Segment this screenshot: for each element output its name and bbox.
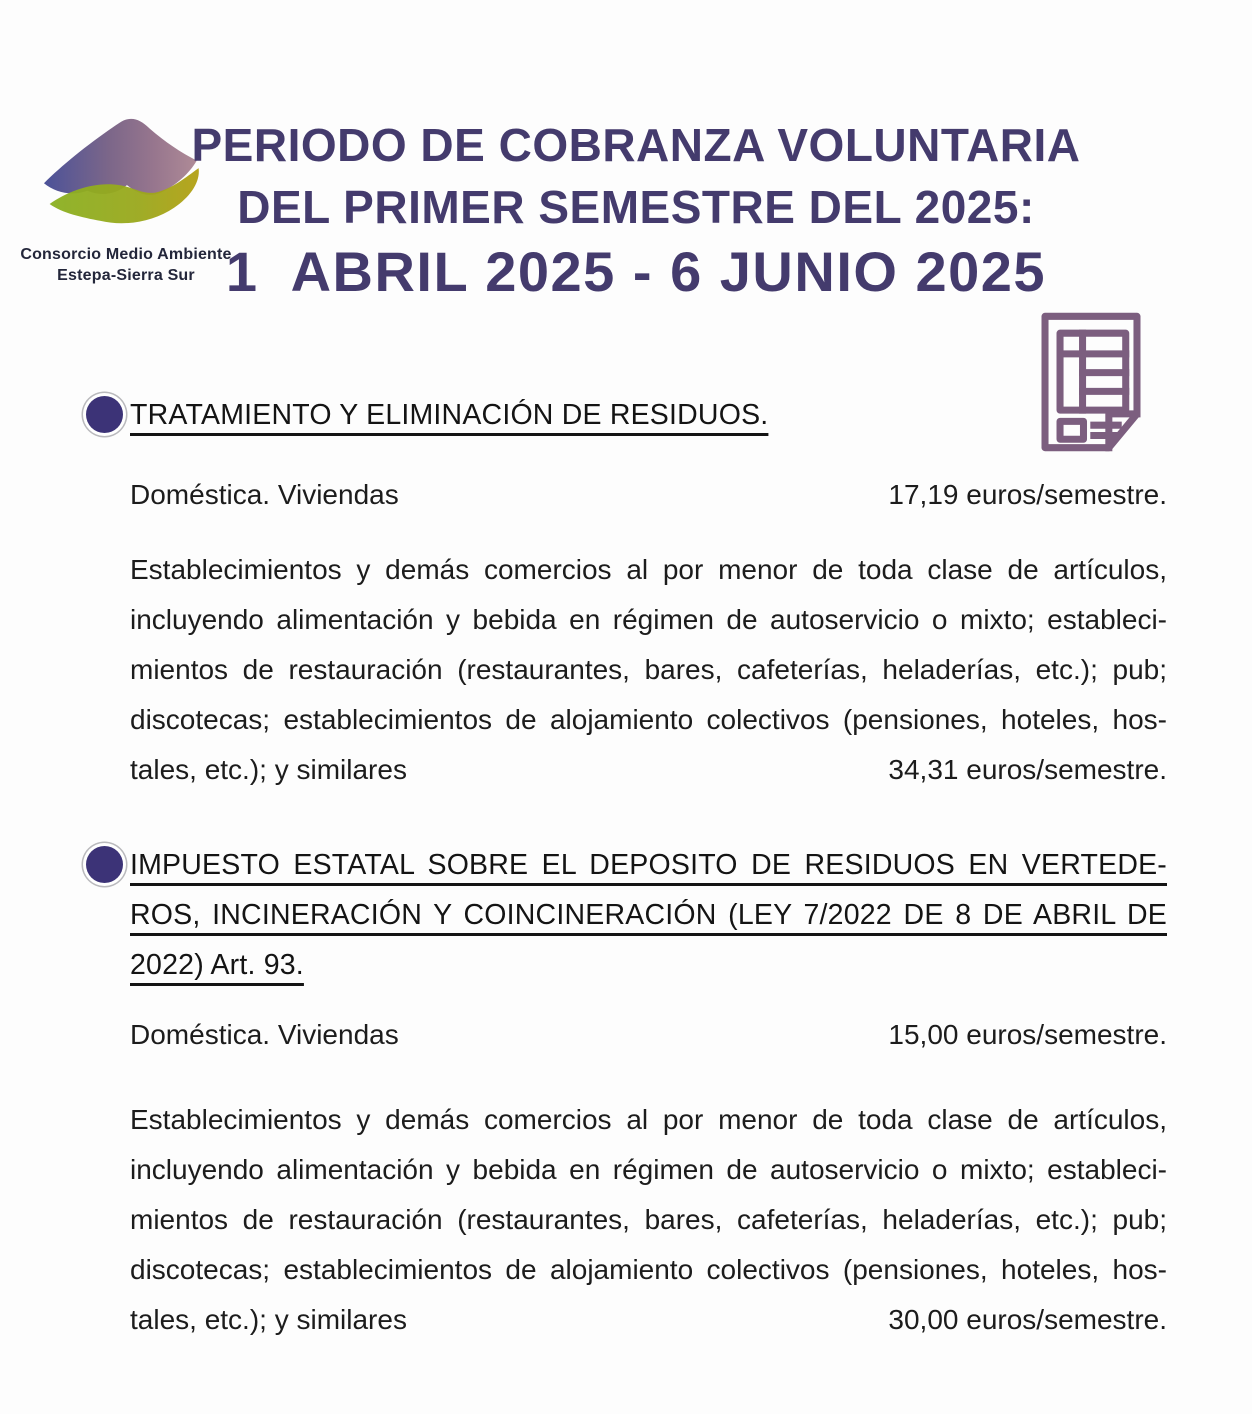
- section-bullet-icon: [86, 846, 123, 883]
- paragraph-line: Establecimientos y demás comercios al por menor de toda clase de artículos,: [130, 1104, 1167, 1135]
- paragraph-last-line: tales, etc.); y similares: [130, 1304, 407, 1335]
- page-title-line-2: DEL PRIMER SEMESTRE DEL 2025:: [237, 181, 1035, 233]
- section-tratamiento-residuos: [130, 390, 1167, 795]
- fee-value: 34,31 euros/semestre.: [888, 754, 1167, 785]
- fee-value: 15,00 euros/semestre.: [888, 1019, 1167, 1050]
- section-heading-line: 2022) Art. 93.: [130, 949, 304, 981]
- paragraph-line: mientos de restauración (restaurantes, bares, cafeterías, heladerías, etc.); pub;: [130, 1204, 1167, 1235]
- paragraph-line: Establecimientos y demás comercios al por menor de toda clase de artículos,: [130, 554, 1167, 585]
- fee-label: Doméstica. Viviendas: [130, 479, 399, 510]
- fee-row: [130, 1295, 1167, 1345]
- section-heading-line: IMPUESTO ESTATAL SOBRE EL DEPOSITO DE RESIDUOS EN VERTEDE-: [130, 849, 1167, 881]
- fee-value: 30,00 euros/semestre.: [888, 1304, 1167, 1335]
- page-title-line-1: PERIODO DE COBRANZA VOLUNTARIA: [191, 119, 1081, 171]
- section-heading: [130, 840, 1167, 990]
- paragraph-line: incluyendo alimentación y bebida en régimen de autoservicio o mixto; estableci-: [130, 1154, 1167, 1185]
- org-name-line-1: Consorcio Medio Ambiente: [20, 246, 232, 263]
- fee-paragraph: [130, 545, 1167, 795]
- paragraph-line: discotecas; establecimientos de alojamiento colectivos (pensiones, hoteles, hos-: [130, 1254, 1167, 1285]
- org-name-line-2: Estepa-Sierra Sur: [57, 267, 195, 284]
- fee-value: 17,19 euros/semestre.: [888, 479, 1167, 510]
- paragraph-line: mientos de restauración (restaurantes, bares, cafeterías, heladerías, etc.); pub;: [130, 654, 1167, 685]
- section-heading-line: ROS, INCINERACIÓN Y COINCINERACIÓN (LEY 7/2022 DE 8 DE ABRIL DE: [130, 899, 1167, 931]
- paragraph-last-line: tales, etc.); y similares: [130, 754, 407, 785]
- fee-row: [130, 745, 1167, 795]
- fee-row: [130, 1010, 1167, 1060]
- paragraph-line: incluyendo alimentación y bebida en régimen de autoservicio o mixto; estableci-: [130, 604, 1167, 635]
- page-title: [150, 114, 1122, 304]
- section-heading: [130, 390, 1167, 440]
- section-heading-line: TRATAMIENTO Y ELIMINACIÓN DE RESIDUOS.: [130, 399, 769, 431]
- section-impuesto-estatal: [130, 840, 1167, 1345]
- fee-label: Doméstica. Viviendas: [130, 1019, 399, 1050]
- fee-row: [130, 470, 1167, 520]
- section-bullet-icon: [86, 396, 123, 433]
- document-body: [0, 310, 1252, 1345]
- fee-paragraph: [130, 1095, 1167, 1345]
- paragraph-line: discotecas; establecimientos de alojamiento colectivos (pensiones, hoteles, hos-: [130, 704, 1167, 735]
- document-header: [0, 0, 1252, 310]
- page-title-line-3: 1 ABRIL 2025 - 6 JUNIO 2025: [225, 240, 1047, 303]
